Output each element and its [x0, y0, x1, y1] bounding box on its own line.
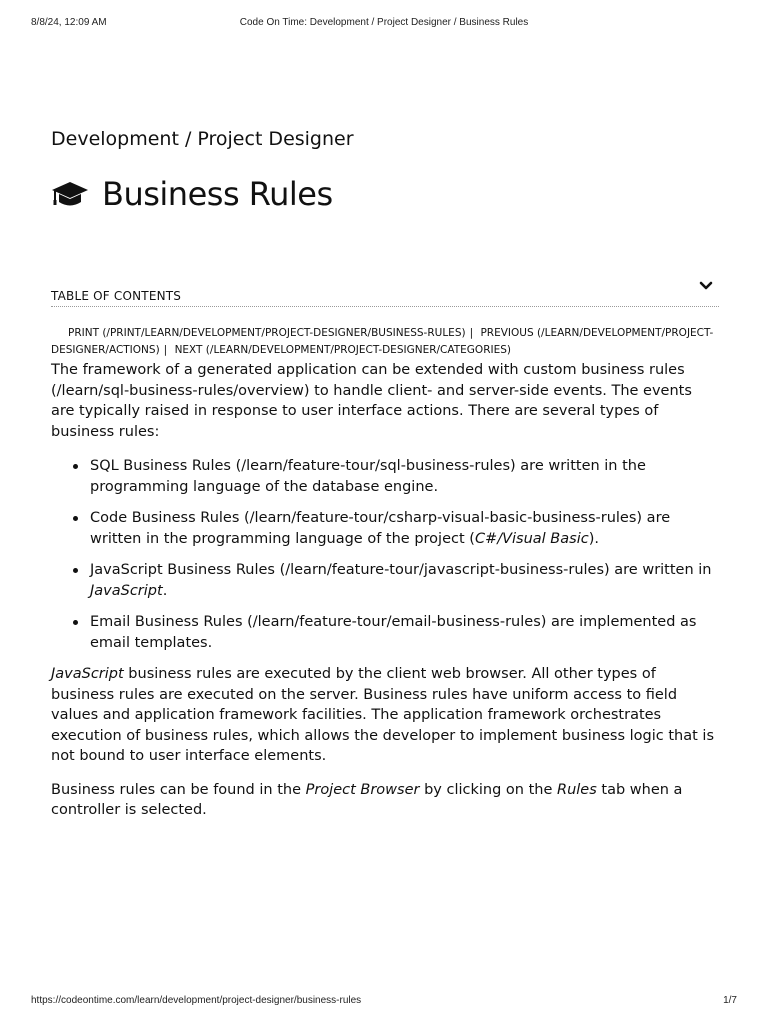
- table-of-contents-toggle[interactable]: [51, 285, 719, 307]
- rule-types-list: [51, 456, 719, 653]
- list-item-text[interactable]: JavaScript Business Rules (/learn/feature-tour/javascript-business-rules) are written in: [90, 562, 712, 578]
- list-item: [51, 508, 719, 549]
- breadcrumb[interactable]: Development / Project Designer: [51, 128, 354, 150]
- print-url: https://codeontime.com/learn/development/project-designer/business-rules: [31, 995, 362, 1006]
- paragraph-emphasis: Rules: [557, 781, 597, 798]
- execution-paragraph: [51, 664, 719, 767]
- main-content: [51, 127, 719, 821]
- next-link[interactable]: NEXT (/LEARN/DEVELOPMENT/PROJECT-DESIGNER/CATEGORIES): [174, 343, 511, 356]
- print-footer: [0, 995, 768, 1009]
- list-item-text[interactable]: Code Business Rules (/learn/feature-tour/csharp-visual-basic-business-rules) are written in the programming language of the project (: [90, 510, 671, 547]
- chevron-down-icon[interactable]: [699, 280, 713, 292]
- print-link[interactable]: PRINT (/PRINT/LEARN/DEVELOPMENT/PROJECT-DESIGNER/BUSINESS-RULES): [68, 327, 466, 339]
- paragraph-emphasis: Project Browser: [305, 781, 420, 798]
- graduation-cap-icon: [51, 180, 89, 208]
- paragraph-emphasis: JavaScript: [51, 666, 124, 682]
- list-item-emphasis: C#/Visual Basic: [474, 530, 589, 547]
- list-item: [51, 456, 719, 497]
- paragraph-text: tab when a controller is selected.: [51, 781, 683, 818]
- paragraph-text: business rules are executed by the client web browser. All other types of business rules are executed on the server. Business rules have uniform access to field values and application framework facilities. The application framework orchestrates execution of business rules, which allows the developer to implement business logic that is not bound to user interface elements.: [51, 666, 715, 764]
- print-datetime: 8/8/24, 12:09 AM: [31, 17, 107, 28]
- page-title-row: [51, 172, 719, 216]
- link-separator: |: [469, 327, 474, 339]
- list-item-text[interactable]: Email Business Rules (/learn/feature-tour/email-business-rules) are implemented as email templates.: [90, 614, 697, 651]
- page-links: [51, 325, 719, 358]
- link-separator: |: [163, 343, 168, 356]
- page-title: Business Rules: [102, 175, 333, 213]
- print-page-number: 1/7: [723, 995, 737, 1006]
- intro-paragraph: The framework of a generated application can be extended with custom business rules (/learn/sql-business-rules/overview) to handle client- and server-side events. The events are typically raised in response to user interface actions. There are several types of business rules:: [51, 362, 692, 440]
- list-item: [51, 612, 719, 653]
- list-item-emphasis: JavaScript: [90, 582, 163, 599]
- toc-label: TABLE OF CONTENTS: [51, 289, 182, 303]
- paragraph-text: by clicking on the: [419, 781, 557, 798]
- list-item-text[interactable]: SQL Business Rules (/learn/feature-tour/sql-business-rules) are written in the programming language of the database engine.: [90, 458, 646, 495]
- paragraph-text: Business rules can be found in the: [51, 781, 306, 798]
- list-item-suffix: .: [162, 582, 168, 599]
- print-header: [0, 17, 768, 31]
- print-page-title: Code On Time: Development / Project Designer / Business Rules: [239, 17, 529, 28]
- previous-link[interactable]: PREVIOUS (/LEARN/DEVELOPMENT/PROJECT-DESIGNER/ACTIONS): [51, 327, 714, 356]
- location-paragraph: [51, 780, 719, 821]
- list-item-suffix: ).: [588, 530, 599, 547]
- list-item: [51, 560, 719, 601]
